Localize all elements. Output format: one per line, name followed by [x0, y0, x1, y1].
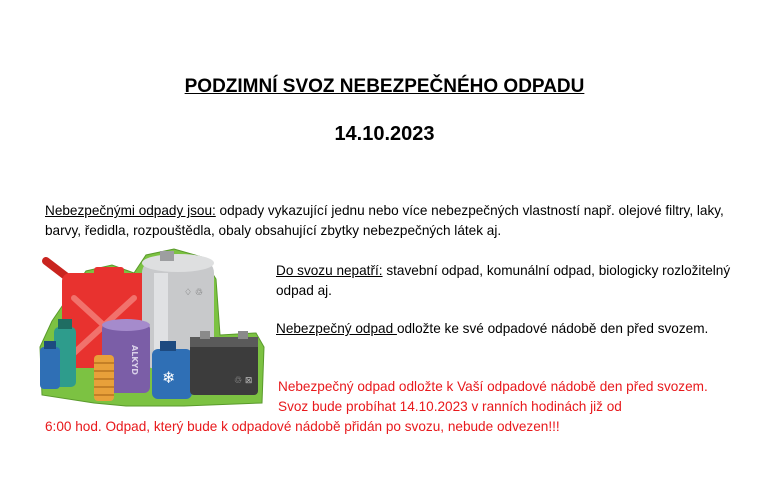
- instruction-label: Nebezpečný odpad: [276, 321, 397, 336]
- not-included-label: Do svozu nepatří:: [276, 263, 383, 278]
- battery-icon: [190, 331, 258, 395]
- svg-text:♲ ⊠: ♲ ⊠: [234, 376, 253, 386]
- page-title: PODZIMNÍ SVOZ NEBEZPEČNÉHO ODPADU: [184, 76, 585, 97]
- small-blue-bottle-icon: [40, 341, 60, 389]
- intro-paragraph: [45, 201, 745, 241]
- intro-label: Nebezpečnými odpady jsou:: [45, 203, 216, 218]
- barrel-label: ALKYD: [130, 345, 139, 375]
- oil-filter-icon: [94, 355, 114, 401]
- hazardous-waste-illustration: [34, 243, 266, 408]
- instruction-text: odložte ke své odpadové nádobě den před svozem.: [396, 321, 709, 336]
- svg-text:❄: ❄: [162, 368, 176, 387]
- notice-line-1: Nebezpečný odpad odložte k Vaší odpadové nádobě den před svozem. Svoz bude probíhat 14.10.2023 v ranních hodinách již od: [278, 379, 708, 414]
- collection-date: 14.10.2023: [334, 123, 435, 145]
- instruction-paragraph: [276, 319, 736, 339]
- svg-text:♢ ♲: ♢ ♲: [184, 288, 203, 298]
- notice-line-2: 6:00 hod. Odpad, který bude k odpadové nádobě přidán po svozu, nebude odvezen!!!: [45, 419, 560, 434]
- not-included-paragraph: [276, 261, 736, 301]
- intro-text: odpady vykazující jednu nebo více nebezpečných vlastností např. olejové filtry, laky, barvy, ředidla, rozpouštědla, obaly obsahující zbytky nebezpečných látek aj.: [45, 203, 724, 238]
- blue-bottle-icon: [152, 341, 192, 399]
- not-included-text: stavební odpad, komunální odpad, biologicky rozložitelný odpad aj.: [276, 263, 731, 298]
